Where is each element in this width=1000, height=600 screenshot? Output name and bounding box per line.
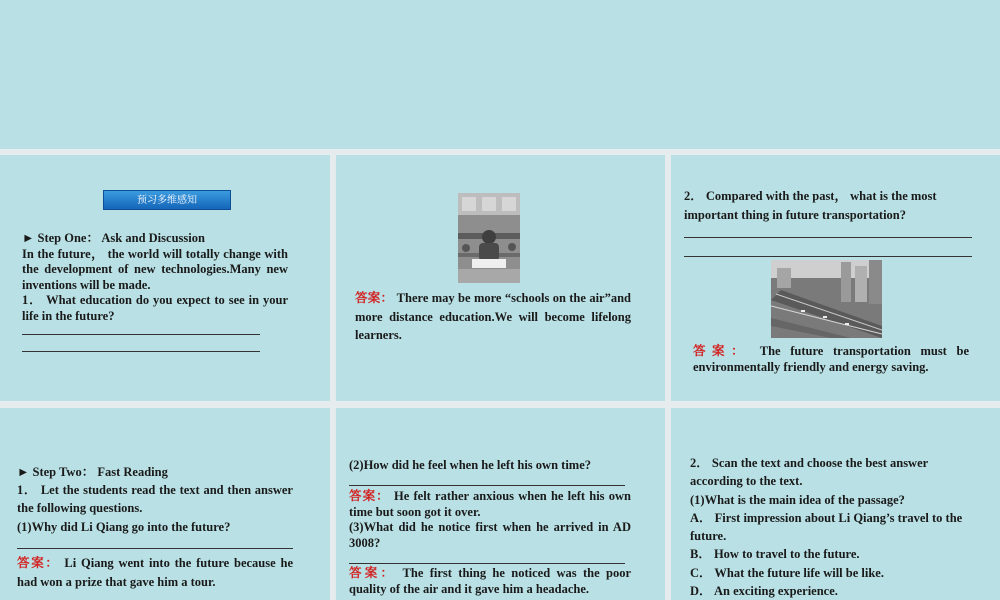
answer-block	[17, 554, 293, 591]
answer-text: The future transportation must be environmentally friendly and energy saving.	[693, 344, 969, 374]
step-two-heading	[17, 463, 293, 481]
answer-label: 答案：	[349, 566, 397, 580]
answer-3-block	[349, 566, 631, 597]
answer-label: 答案：	[355, 291, 394, 305]
option-c[interactable]: C． What the future life will be like.	[690, 565, 884, 580]
question-2: (2)How did he feel when he left his own time?	[349, 458, 591, 472]
scan-section	[690, 454, 970, 600]
step-two-section	[17, 463, 293, 536]
answer-text: Li Qiang went into the future because he had won a prize that gave him a tour.	[17, 556, 293, 589]
question-3: (3)What did he notice first when he arrived in AD 3008?	[349, 520, 631, 550]
answer-label: 答案：	[349, 489, 390, 503]
answer-label: 答案：	[17, 556, 60, 570]
answer-line	[684, 256, 972, 257]
preview-badge[interactable]: 预习多维感知	[103, 190, 231, 210]
answer-text: He felt rather anxious when he left his own time but soon got it over.	[349, 489, 631, 519]
highway-city-photo	[771, 260, 882, 338]
classroom-photo	[458, 193, 520, 283]
arrow-marker-icon: ►	[22, 231, 35, 245]
panel-questions-2-3	[336, 408, 665, 600]
panel-step-two	[0, 408, 330, 600]
answer-block	[355, 289, 631, 345]
answer-2-block	[349, 489, 631, 520]
question-2: 2． Compared with the past， what is the most important thing in future transportation?	[684, 189, 937, 222]
main-idea-question: (1)What is the main idea of the passage?	[690, 492, 905, 507]
step-one-label: Step One：	[37, 231, 99, 245]
question-1: 1． What education do you expect to see in your life in the future?	[22, 293, 288, 323]
answer-label: 答案：	[693, 344, 751, 358]
answer-line	[17, 548, 293, 549]
answer-block	[693, 344, 969, 375]
panel-transportation	[671, 155, 1000, 401]
arrow-marker-icon: ►	[17, 465, 30, 479]
answer-line	[349, 485, 625, 486]
answer-text: The first thing he noticed was the poor quality of the air and it gave him a headache.	[349, 566, 631, 596]
answer-line	[684, 237, 972, 238]
intro-text: In the future， the world will totally change with the development of new technologies.Many new inventions will be made.	[22, 246, 288, 292]
question-1: (1)Why did Li Qiang go into the future?	[17, 519, 231, 534]
option-a[interactable]: A． First impression about Li Qiang’s travel to the future.	[690, 510, 963, 544]
step-two-title: Fast Reading	[97, 465, 168, 479]
step-one-section	[22, 231, 288, 324]
reading-instruction: 1． Let the students read the text and then answer the following questions.	[17, 483, 293, 516]
option-b[interactable]: B． How to travel to the future.	[690, 547, 860, 562]
answer-line	[22, 334, 260, 335]
step-one-heading	[22, 231, 288, 247]
answer-text: There may be more “schools on the air”and more distance education.We will become lifelong learners.	[355, 291, 631, 342]
answer-line	[349, 563, 625, 564]
scan-instruction: 2． Scan the text and choose the best answer according to the text.	[690, 456, 928, 489]
panel-step-one	[0, 155, 330, 401]
answer-line	[22, 351, 260, 352]
top-blank-area	[0, 0, 1000, 149]
panel-answer-education	[336, 155, 665, 401]
panel-scan-choose	[671, 408, 1000, 600]
option-d[interactable]: D． An exciting experience.	[690, 584, 838, 599]
step-one-title: Ask and Discussion	[101, 231, 205, 245]
step-two-label: Step Two：	[32, 465, 95, 479]
